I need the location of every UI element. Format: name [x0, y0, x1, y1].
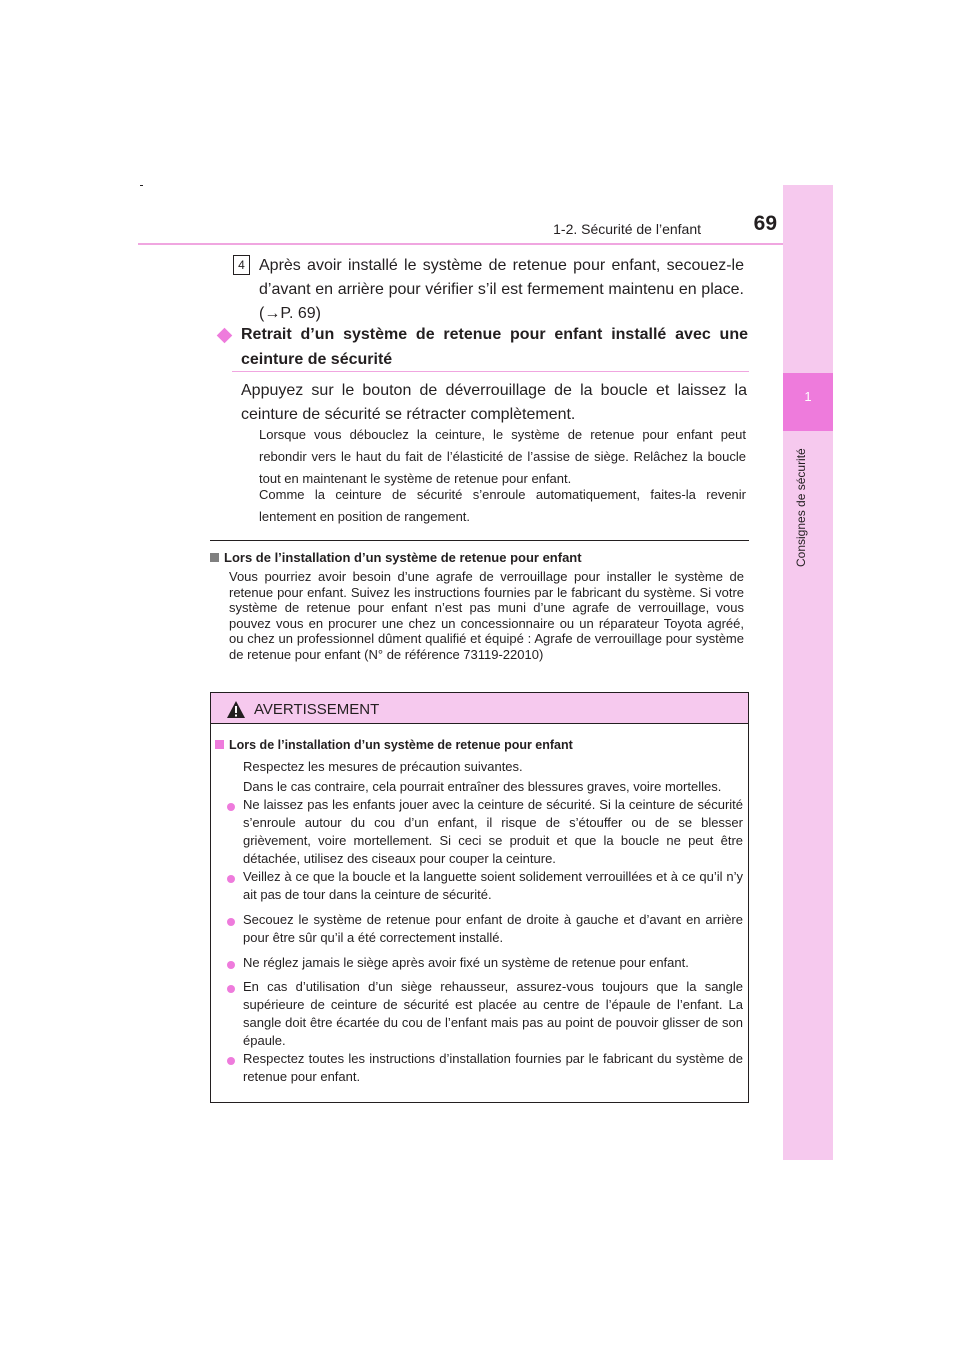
- warning-title: AVERTISSEMENT: [254, 701, 380, 718]
- bullet-icon: [227, 918, 235, 926]
- step-text: Après avoir installé le système de retenue pour enfant, secouez-le d’avant en arrière pour vérifier s’il est fermement maintenu en place. (→P. 69): [259, 257, 744, 322]
- warning-section-heading-text: Lors de l’installation d’un système de retenue pour enfant: [229, 738, 573, 752]
- chapter-label-text: Consignes de sécurité: [794, 448, 808, 567]
- bullet-icon: [227, 961, 235, 969]
- warning-bullet: Respectez toutes les instructions d’installation fournies par le fabricant du système de retenue pour enfant.: [243, 1051, 743, 1084]
- chapter-side-tab: [783, 185, 833, 1160]
- warning-bullet: Secouez le système de retenue pour enfant de droite à gauche et d’avant en arrière pour être sûr qu’il a été correctement installé.: [243, 912, 743, 945]
- page-number: 69: [753, 212, 777, 235]
- square-bullet-icon: [210, 553, 219, 562]
- bullet-icon: [227, 1057, 235, 1065]
- warning-triangle-icon: [226, 700, 246, 719]
- diamond-icon: [217, 328, 233, 344]
- warning-bullet: Ne laissez pas les enfants jouer avec la ceinture de sécurité. Si la ceinture de sécurité s’enroule autour du cou d’un enfant, il risque de s’étouffer ou de se blesser grièvement, voire mortellement. Si ceci se produit et que la boucle ne peut être détachée, utilisez des ciseaux pour couper la ceinture.: [243, 797, 743, 866]
- removal-note: Lorsque vous débouclez la ceinture, le système de retenue pour enfant peut rebondir vers le haut du fait de l’élasticité de l’assise de siège. Relâchez la boucle tout en maintenant le système de retenue pour enfant.: [259, 427, 746, 486]
- warning-bullet: Veillez à ce que la boucle et la languette soient solidement verrouillées et à ce qu’il n’y ait pas de tour dans la ceinture de sécurité.: [243, 869, 743, 902]
- warning-intro-line: Dans le cas contraire, cela pourrait entraîner des blessures graves, voire mortelles.: [243, 779, 722, 794]
- warning-section-heading: [215, 738, 735, 752]
- section-divider: [210, 540, 749, 541]
- removal-heading: Retrait d’un système de retenue pour enfant installé avec une ceinture de sécurité: [241, 326, 748, 368]
- chapter-number: 1: [804, 389, 812, 404]
- bullet-icon: [227, 985, 235, 993]
- warning-intro-line: Respectez les mesures de précaution suivantes.: [243, 759, 523, 774]
- square-bullet-icon: [215, 740, 224, 749]
- section-title: 1-2. Sécurité de l’enfant: [553, 221, 701, 237]
- removal-note: Comme la ceinture de sécurité s’enroule automatiquement, faites-la revenir lentement en position de rangement.: [259, 487, 746, 524]
- info-text: Vous pourriez avoir besoin d’une agrafe de verrouillage pour installer le système de retenue pour enfant. Suivez les instructions fournies par le fabricant du système. Si votre système de retenue pour enfant n’est pas muni d’une agrafe de verrouillage, vous pouvez vous en procurer une chez un concessionnaire ou un réparateur Toyota agréé, ou chez un professionnel dûment qualifié et équipé : Agrafe de verrouillage pour système de retenue pour enfant (N° de référence 73119-22010): [229, 569, 744, 662]
- chapter-label: [768, 442, 828, 577]
- step-number: 4: [233, 255, 250, 275]
- crop-mark: [140, 185, 143, 186]
- bullet-icon: [227, 875, 235, 883]
- warning-bullet: Ne réglez jamais le siège après avoir fixé un système de retenue pour enfant.: [243, 955, 689, 970]
- bullet-icon: [227, 803, 235, 811]
- info-heading: [210, 550, 750, 565]
- header-rule: [138, 243, 833, 245]
- info-heading-text: Lors de l’installation d’un système de retenue pour enfant: [224, 550, 582, 565]
- warning-bullet: En cas d’utilisation d’un siège rehausseur, assurez-vous toujours que la sangle supérieure de ceinture de sécurité est placée au centre de l’épaule de l’enfant. La sangle doit être écartée du cou de l’enfant mais pas au point de pouvoir glisser de son épaule.: [243, 979, 743, 1048]
- heading-rule: [232, 371, 749, 372]
- warning-intro: [243, 757, 743, 797]
- removal-instruction: Appuyez sur le bouton de déverrouillage de la boucle et laissez la ceinture de sécurité se rétracter complètement.: [241, 382, 747, 423]
